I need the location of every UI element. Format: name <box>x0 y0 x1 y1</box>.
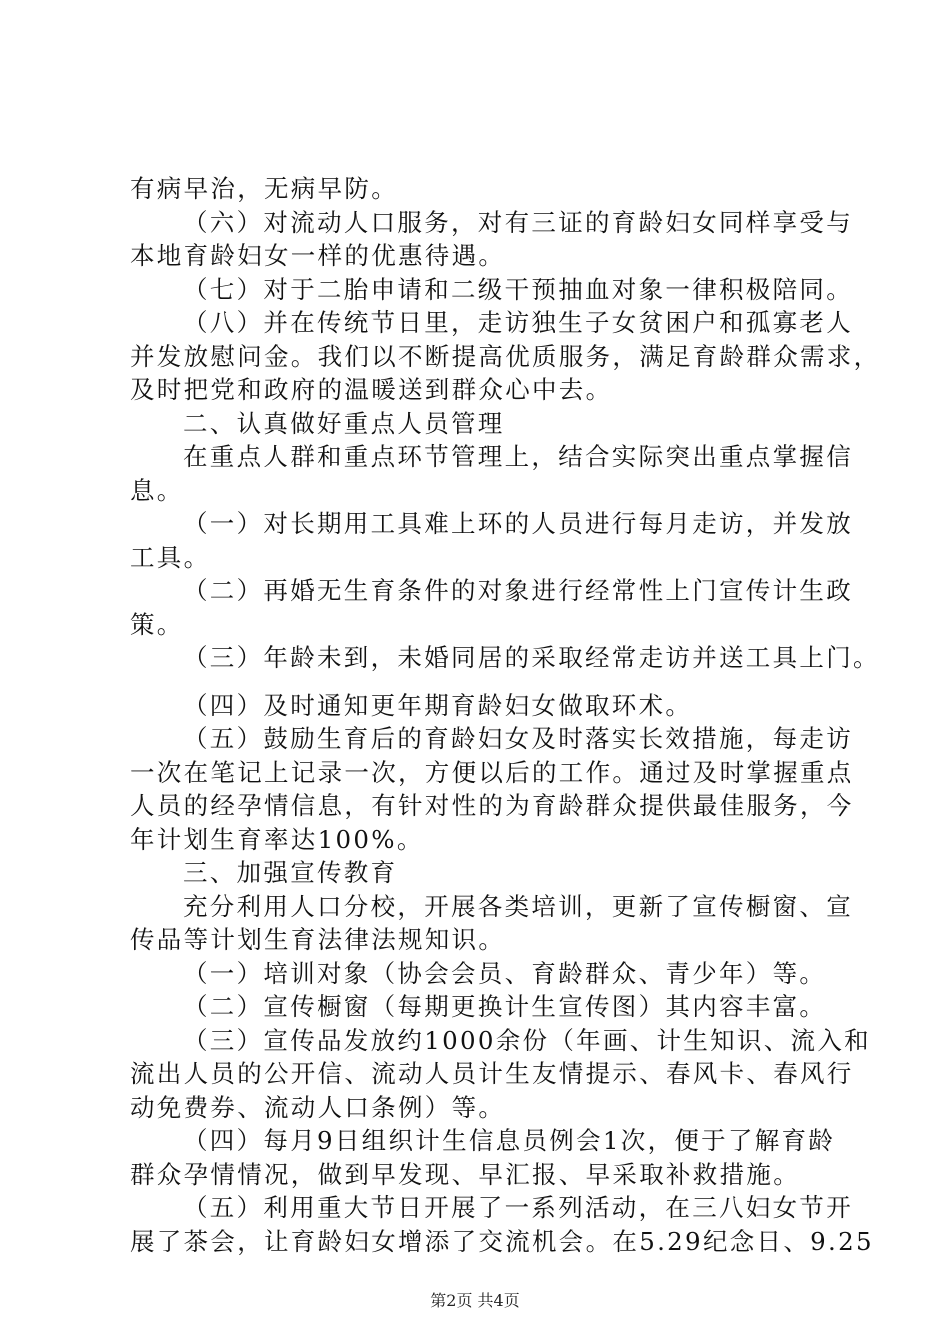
body-text-line: （二）宣传橱窗（每期更换计生宣传图）其内容丰富。 <box>183 992 827 1021</box>
body-text-line: 传品等计划生育法律法规知识。 <box>130 925 506 954</box>
body-text-line: （五）利用重大节日开展了一系列活动，在三八妇女节开 <box>183 1193 853 1222</box>
body-text-line: 年计划生育率达100%。 <box>130 825 424 854</box>
body-text-line: 息。 <box>130 476 184 505</box>
body-text-line: 展了茶会，让育龄妇女增添了交流机会。在5.29纪念日、9.25 <box>130 1227 874 1256</box>
body-text-line: 流出人员的公开信、流动人员计生友情提示、春风卡、春风行 <box>130 1059 854 1088</box>
body-text-line: 本地育龄妇女一样的优惠待遇。 <box>130 241 506 270</box>
body-text-line: 群众孕情情况，做到早发现、早汇报、早采取补救措施。 <box>130 1160 800 1189</box>
body-text-line: 一次在笔记上记录一次，方便以后的工作。通过及时掌握重点 <box>130 758 854 787</box>
body-text-line: 动免费券、流动人口条例）等。 <box>130 1093 506 1122</box>
body-text-line: 工具。 <box>130 543 211 572</box>
body-text-line: 充分利用人口分校，开展各类培训，更新了宣传橱窗、宣 <box>183 892 853 921</box>
body-text-line: （六）对流动人口服务，对有三证的育龄妇女同样享受与 <box>183 208 853 237</box>
body-text-line: （一）培训对象（协会会员、育龄群众、青少年）等。 <box>183 959 827 988</box>
body-text-line: （八）并在传统节日里，走访独生子女贫困户和孤寡老人 <box>183 308 853 337</box>
body-text-line: 策。 <box>130 610 184 639</box>
body-text-line: 有病早治，无病早防。 <box>130 174 398 203</box>
body-text-line: 并发放慰问金。我们以不断提高优质服务，满足育龄群众需求， <box>130 342 881 371</box>
page-footer: 第2页 共4页 <box>430 1291 520 1310</box>
body-text-line: （五）鼓励生育后的育龄妇女及时落实长效措施，每走访 <box>183 724 853 753</box>
body-text-line: （一）对长期用工具难上环的人员进行每月走访，并发放 <box>183 509 853 538</box>
body-text-line: 在重点人群和重点环节管理上，结合实际突出重点掌握信 <box>183 442 853 471</box>
body-text-line: （二）再婚无生育条件的对象进行经常性上门宣传计生政 <box>183 576 853 605</box>
body-text-line: （三）年龄未到，未婚同居的采取经常走访并送工具上门。 <box>183 643 880 672</box>
body-text-line: （七）对于二胎申请和二级干预抽血对象一律积极陪同。 <box>183 275 853 304</box>
body-text-line: （三）宣传品发放约1000余份（年画、计生知识、流入和 <box>183 1026 871 1055</box>
body-text-line: （四）及时通知更年期育龄妇女做取环术。 <box>183 691 693 720</box>
section-heading: 三、加强宣传教育 <box>183 858 398 887</box>
body-text-line: 及时把党和政府的温暖送到群众心中去。 <box>130 375 613 404</box>
body-text-line: 人员的经孕情信息，有针对性的为育龄群众提供最佳服务，今 <box>130 791 854 820</box>
body-text-line: （四）每月9日组织计生信息员例会1次，便于了解育龄 <box>183 1126 836 1155</box>
section-heading: 二、认真做好重点人员管理 <box>183 409 505 438</box>
